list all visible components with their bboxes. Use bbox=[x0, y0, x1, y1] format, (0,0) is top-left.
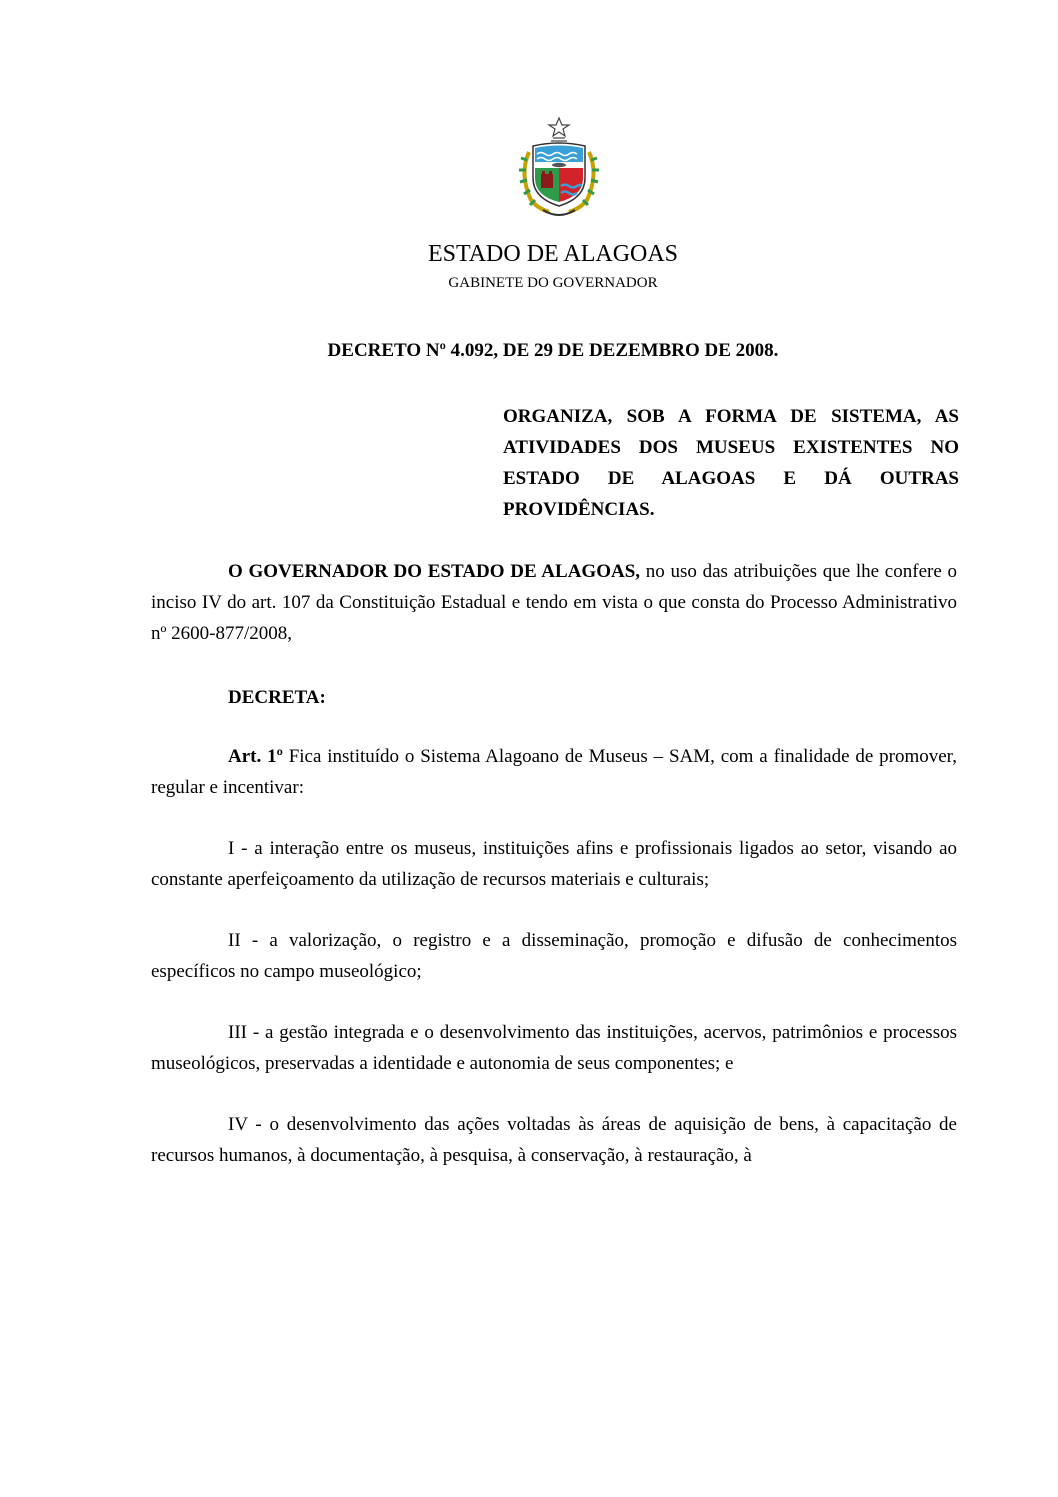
state-name: ESTADO DE ALAGOAS bbox=[427, 241, 679, 267]
article-1-label: Art. 1º bbox=[228, 746, 283, 767]
cabinet-name: GABINETE DO GOVERNADOR bbox=[448, 275, 658, 291]
decree-ementa: ORGANIZA, SOB A FORMA DE SISTEMA, AS ATIVIDADES DOS MUSEUS EXISTENTES NO ESTADO DE ALAGOAS E DÁ OUTRAS PROVIDÊNCIAS. bbox=[503, 406, 959, 520]
preamble-authority: O GOVERNADOR DO ESTADO DE ALAGOAS, bbox=[228, 561, 641, 582]
article-1 bbox=[151, 741, 957, 803]
inciso-i: I - a interação entre os museus, instituições afins e profissionais ligados ao setor, visando ao constante aperfeiçoamento da utilização de recursos materiais e culturais; bbox=[151, 838, 957, 890]
preamble-text: no uso das atribuições que lhe confere o inciso IV do art. 107 da Constituição Estadual e tendo em vista o que consta do Processo Administrativo nº 2600-877/2008, bbox=[151, 561, 957, 644]
preamble-paragraph bbox=[151, 556, 957, 649]
article-1-text: Fica instituído o Sistema Alagoano de Museus – SAM, com a finalidade de promover, regular e incentivar: bbox=[151, 746, 958, 798]
decree-title: DECRETO Nº 4.092, DE 29 DE DEZEMBRO DE 2008. bbox=[327, 340, 779, 361]
seal-star bbox=[549, 118, 569, 141]
inciso-ii: II - a valorização, o registro e a disseminação, promoção e difusão de conhecimentos específicos no campo museológico; bbox=[151, 930, 957, 982]
decreta-heading: DECRETA: bbox=[228, 687, 326, 708]
inciso-iv: IV - o desenvolvimento das ações voltadas às áreas de aquisição de bens, à capacitação de recursos humanos, à documentação, à pesquisa, à conservação, à restauração, à bbox=[151, 1114, 957, 1166]
coat-of-arms-icon bbox=[513, 116, 605, 222]
inciso-iii: III - a gestão integrada e o desenvolvimento das instituições, acervos, patrimônios e processos museológicos, preservadas a identidade e autonomia de seus componentes; e bbox=[151, 1022, 957, 1074]
